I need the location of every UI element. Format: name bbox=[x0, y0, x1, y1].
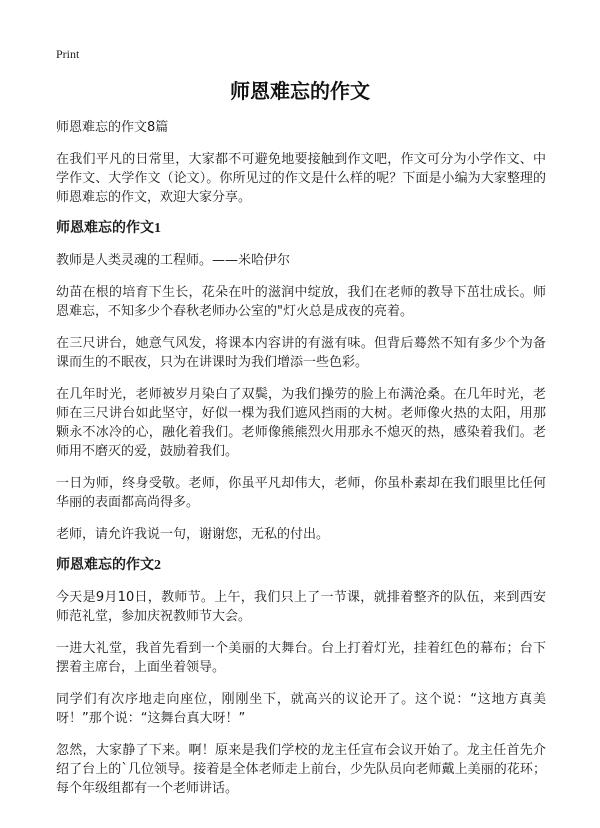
page-title: 师恩难忘的作文 bbox=[230, 79, 370, 103]
article-subtitle: 师恩难忘的作文8篇 bbox=[56, 120, 169, 135]
section1-paragraph: 在三尺讲台，她意气风发，将课本内容讲的有滋有味。但背后蓦然不知有多少个为备课而生的不眠夜，只为在讲课时为我们增添一些色彩。 bbox=[56, 336, 546, 370]
print-link[interactable]: Print bbox=[56, 47, 80, 61]
section2-paragraph: 今天是9月10日，教师节。上午，我们只上了一节课，就排着整齐的队伍，来到西安师范礼堂，参加庆祝教师节大会。 bbox=[56, 590, 546, 624]
section-heading-1: 师恩难忘的作文1 bbox=[56, 221, 161, 236]
section2-paragraph: 一进大礼堂，我首先看到一个美丽的大舞台。台上打着灯光，挂着红色的幕布；台下摆着主席台，上面坐着领导。 bbox=[56, 641, 546, 675]
section2-paragraph: 同学们有次序地走向座位，刚刚坐下，就高兴的议论开了。这个说：“这地方真美呀！”那个说：“这舞台真大呀！” bbox=[56, 692, 546, 726]
section1-paragraph: 老师，请允许我说一句，谢谢您，无私的付出。 bbox=[56, 527, 330, 542]
intro-paragraph: 在我们平凡的日常里，大家都不可避免地要接触到作文吧，作文可分为小学作文、中学作文、大学作文（论文）。你所见过的作文是什么样的呢？下面是小编为大家整理的师恩难忘的作文，欢迎大家分享。 bbox=[56, 152, 546, 205]
section1-paragraph: 在几年时光，老师被岁月染白了双鬓，为我们操劳的脸上布满沧桑。在几年时光，老师在三尺讲台如此坚守，好似一棵为我们遮风挡雨的大树。老师像火热的太阳，用那颗永不冰冷的心，融化着我们。老师像熊熊烈火用那永不熄灭的热，感染着我们。老师用不磨灭的爱，鼓励着我们。 bbox=[56, 387, 546, 459]
section1-paragraph: 一日为师，终身受敬。老师，你虽平凡却伟大，老师，你虽朴素却在我们眼里比任何华丽的表面都高尚得多。 bbox=[56, 476, 546, 510]
section1-paragraph: 教师是人类灵魂的工程师。——米哈伊尔 bbox=[56, 253, 291, 268]
section2-paragraph: 忽然，大家静了下来。啊！原来是我们学校的龙主任宣布会议开始了。龙主任首先介绍了台上的`几位领导。接着是全体老师走上前台，少先队员向老师戴上美丽的花环；每个年级组都有一个老师讲话。 bbox=[56, 743, 546, 796]
section-heading-2: 师恩难忘的作文2 bbox=[56, 558, 161, 573]
article-body bbox=[56, 119, 546, 811]
section1-paragraph: 幼苗在根的培育下生长，花朵在叶的滋润中绽放，我们在老师的教导下茁壮成长。师恩难忘，不知多少个春秋老师办公室的"灯火总是成夜的亮着。 bbox=[56, 285, 546, 319]
